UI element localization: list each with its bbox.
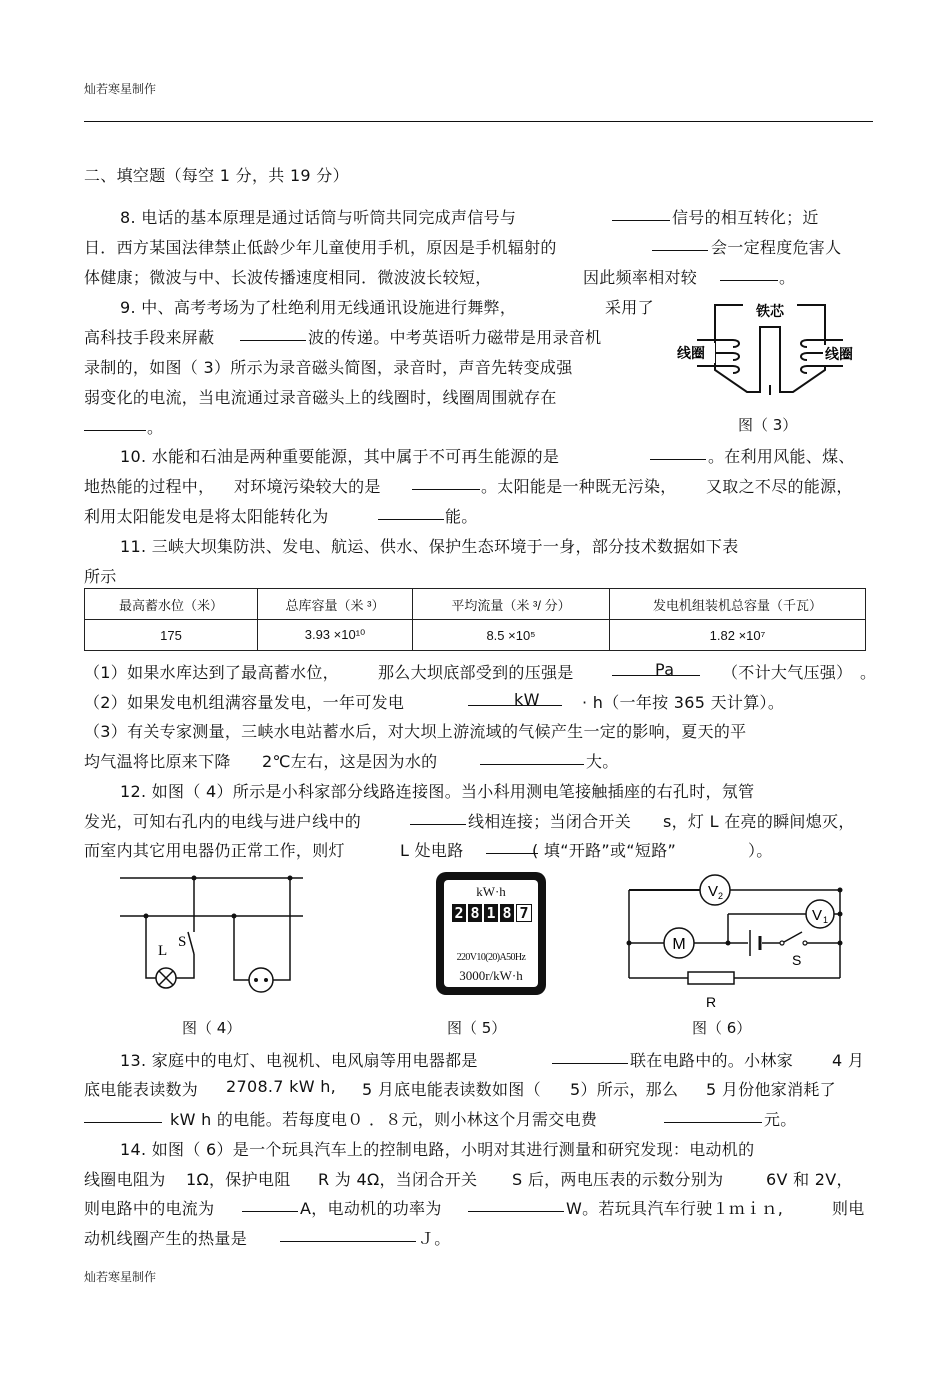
table-row (85, 620, 866, 651)
q8-line2-tail: 会一定程度危害人 (711, 238, 842, 257)
q10-line1-tail: 。在利用风能、煤、 (708, 447, 855, 466)
q12-line3-c: ( 填“开路”或“短路” (532, 841, 677, 860)
q14-line3-c: W。若玩具汽车行驶１ｍｉｎ, (566, 1199, 784, 1218)
dam-data-table (84, 588, 866, 651)
fig6-resistor (688, 972, 734, 984)
q9-line2-text: 高科技手段来屏蔽 (84, 328, 215, 347)
q9-blank-2 (84, 415, 146, 431)
q14-line3-a: 则电路中的电流为 (84, 1199, 215, 1218)
table-header-cell: 最高蓄水位（米） (85, 589, 258, 620)
q12-blank-1 (410, 809, 466, 825)
q10-line2-a: 地热能的过程中， (84, 477, 215, 496)
fig5-digit-window (452, 904, 532, 922)
q10-line2-b: 对环境污染较大的是 (234, 477, 381, 496)
fig5-spec-label: 220V10(20)A50Hz (456, 952, 526, 963)
q8-line1-text: 8. 电话的基本原理是通过话筒与听筒共同完成声信号与 (120, 208, 517, 227)
q13-line2-d: 5）所示，那么 (570, 1080, 679, 1099)
q12-line2-a: 发光，可知右孔内的电线与进户线中的 (84, 812, 362, 831)
q12-line2-b: 线相连接；当闭合开关 (468, 812, 632, 831)
q10-line1-text: 10. 水能和石油是两种重要能源，其中属于不可再生能源的是 (120, 447, 560, 466)
q13-line2-a: 底电能表读数为 (84, 1080, 199, 1099)
fig6-label-v2-sub: 2 (718, 891, 724, 901)
q13-blank-2 (84, 1107, 162, 1123)
q11-s1-b: 那么大坝底部受到的压强是 (378, 663, 574, 682)
q11-line2: 所示 (84, 567, 117, 586)
q11-s1-a: （1）如果水库达到了最高蓄水位， (84, 663, 339, 682)
table-header-cell: 发电机组装机总容量（千瓦） (610, 589, 866, 620)
q14-blank-3 (280, 1226, 416, 1242)
q8-line1-tail: 信号的相互转化；近 (672, 208, 819, 227)
q8-line2-text: 日．西方某国法律禁止低龄少年儿童使用手机，原因是手机辐射的 (84, 238, 557, 257)
figure-5-energy-meter (436, 872, 546, 995)
fig6-label-switch: S (792, 952, 802, 968)
fig5-digit: 2 (452, 904, 466, 922)
table-cell: 175 (85, 620, 258, 651)
q10-line2-d: 又取之不尽的能源， (706, 477, 853, 496)
q13-blank-1 (552, 1048, 628, 1064)
q13-line2-b: 2708.7 kW h, (226, 1077, 337, 1096)
table-header-cell: 总库容量（米 ³） (258, 589, 413, 620)
q14-line3-b: A，电动机的功率为 (300, 1199, 442, 1218)
q13-line3-b: 元。 (764, 1110, 797, 1129)
q14-line2-b: 1Ω，保护电阻 (186, 1170, 291, 1189)
q12-line2-c: s，灯 L 在亮的瞬间熄灭， (663, 812, 855, 831)
q13-line1-b: 联在电路中的。小林家 (630, 1051, 794, 1070)
q14-blank-2 (468, 1196, 564, 1212)
q10-line3-a: 利用太阳能发电是将太阳能转化为 (84, 507, 329, 526)
q11-s2-a: （2）如果发电机组满容量发电，一年可发电 (84, 693, 405, 712)
q14-line2-e: 6V 和 2V， (766, 1170, 853, 1189)
q9-line2-tail: 波的传递。中考英语听力磁带是用录音机 (308, 328, 602, 347)
q11-s1-c: （不计大气压强） (722, 663, 853, 682)
fig4-label-S: S (178, 934, 187, 950)
fig3-caption: 图（ 3） (738, 416, 798, 434)
fig3-label-coil-left: 线圈 (677, 346, 705, 362)
q13-line2-c: 5 月底电能表读数如图（ (362, 1080, 541, 1099)
fig6-label-v1-sub: 1 (823, 915, 829, 925)
fig4-socket (249, 968, 273, 992)
q8-line3-end: 。 (779, 268, 796, 287)
q14-line4-a: 动机线圈产生的热量是 (84, 1229, 248, 1248)
fig4-socket-branch (234, 878, 290, 980)
q12-line3-d: ）。 (748, 841, 773, 860)
figure-6-circuit (620, 866, 848, 1014)
q11-s3-a: （3）有关专家测量，三峡水电站蓄水后，对大坝上游流域的气候产生一定的影响，夏天的平 (84, 722, 747, 741)
q8-blank-3 (720, 265, 778, 281)
q14-line1: 14. 如图（ 6）是一个玩具汽车上的控制电路，小明对其进行测量和研究发现：电动机的 (120, 1140, 755, 1159)
q10-line2-c: 。太阳能是一种既无污染， (481, 477, 677, 496)
q11-line1: 11. 三峡大坝集防洪、发电、航运、供水、保护生态环境于一身，部分技术数据如下表 (120, 537, 739, 556)
q10-line3-b: 能。 (445, 507, 478, 526)
q14-line2-d: S 后，两电压表的示数分别为 (512, 1170, 724, 1189)
q8-blank-1 (612, 205, 670, 221)
q12-line3-a: 而室内其它用电器仍正常工作，则灯 (84, 841, 345, 860)
q9-line3-text: 录制的，如图（ 3）所示为录音磁头简图，录音时，声音先转变成强 (84, 358, 573, 377)
q11-s3-b: 均气温将比原来下降 (84, 752, 231, 771)
fig5-digit: 1 (484, 904, 498, 922)
table-header-row (85, 589, 866, 620)
q10-blank-2 (412, 474, 480, 490)
q11-s3-d: 大。 (586, 752, 619, 771)
q10-blank-3 (378, 504, 444, 520)
q12-blank-2 (486, 838, 538, 854)
q13-line3-a: kW h 的电能。若每度电０ ．８元，则小林这个月需交电费 (170, 1110, 598, 1129)
q12-line1: 12. 如图（ 4）所示是小科家部分线路连接图。当小科用测电笔接触插座的右孔时，氖管 (120, 782, 755, 801)
fig4-caption: 图（ 4） (182, 1019, 242, 1037)
table-cell: 8.5 ×10⁵ (413, 620, 610, 651)
fig3-label-coil-right: 线圈 (825, 347, 853, 363)
q9-line4-text: 弱变化的电流，当电流通过录音磁头上的线圈时，线圈周围就存在 (84, 388, 557, 407)
q14-line2-c: R 为 4Ω，当闭合开关 (318, 1170, 478, 1189)
fig3-label-core: 铁芯 (756, 304, 784, 320)
fig4-switch-blade (188, 932, 194, 954)
page-header: 灿若寒星制作 (84, 82, 157, 96)
figure-4-wiring (118, 870, 308, 995)
fig3-core-gap (769, 385, 771, 395)
q9-line5-end: 。 (147, 418, 164, 437)
fig6-label-v2: V (708, 883, 719, 900)
fig5-rate-label: 3000r/kW·h (459, 968, 523, 983)
fig6-label-motor: M (672, 936, 686, 953)
q13-line1-c: 4 月 (832, 1051, 865, 1070)
section-title: 二、填空题（每空 1 分，共 19 分） (84, 166, 349, 185)
header-rule (84, 121, 873, 122)
fig5-digit: 8 (500, 904, 514, 922)
fig6-label-v1: V (812, 907, 823, 924)
q9-blank-1 (240, 325, 306, 341)
q11-s2-unit: kW (514, 690, 540, 709)
q13-line1-a: 13. 家庭中的电灯、电视机、电风扇等用电器都是 (120, 1051, 478, 1070)
q8-line3-mid: 因此频率相对较 (583, 268, 698, 287)
q14-line4-b: Ｊ。 (418, 1229, 451, 1248)
fig6-label-resistor: R (706, 994, 717, 1010)
q10-blank-1 (650, 444, 706, 460)
fig5-caption: 图（ 5） (447, 1019, 507, 1037)
q8-line3-text: 体健康；微波与中、长波传播速度相同．微波波长较短， (84, 268, 492, 287)
q11-s1-unit: Pa (655, 660, 675, 679)
figure-3-recording-head (675, 295, 865, 400)
table-header-cell: 平均流量（米 ³/ 分） (413, 589, 610, 620)
fig4-label-L: L (158, 943, 168, 959)
q9-line1-text: 9. 中、高考考场为了杜绝利用无线通讯设施进行舞弊， (120, 298, 517, 317)
q11-s3-c: 2℃左右，这是因为水的 (262, 752, 438, 771)
q13-blank-3 (664, 1107, 762, 1123)
fig5-digit-decimal: 7 (516, 904, 532, 922)
fig6-switch-blade (784, 932, 802, 942)
table-cell: 3.93 ×10¹⁰ (258, 620, 413, 651)
q11-s1-d: 。 (860, 663, 877, 682)
q12-line3-b: L 处电路 (400, 841, 464, 860)
fig6-caption: 图（ 6） (692, 1019, 752, 1037)
fig4-lamp-branch (146, 916, 156, 978)
q14-blank-1 (242, 1196, 298, 1212)
q14-line2-a: 线圈电阻为 (84, 1170, 166, 1189)
fig5-meter-face (444, 880, 538, 987)
q8-blank-2 (652, 235, 708, 251)
fig5-unit-label: kW·h (476, 884, 506, 899)
table-cell: 1.82 ×10⁷ (610, 620, 866, 651)
q13-line2-e: 5 月份他家消耗了 (706, 1080, 836, 1099)
q11-s2-b: · h（一年按 365 天计算）。 (582, 693, 785, 712)
q14-line3-d: 则电 (832, 1199, 865, 1218)
q9-line1-tail: 采用了 (605, 298, 654, 317)
fig5-digit: 8 (468, 904, 482, 922)
q11-blank-3 (480, 749, 584, 765)
page-footer: 灿若寒星制作 (84, 1270, 157, 1284)
